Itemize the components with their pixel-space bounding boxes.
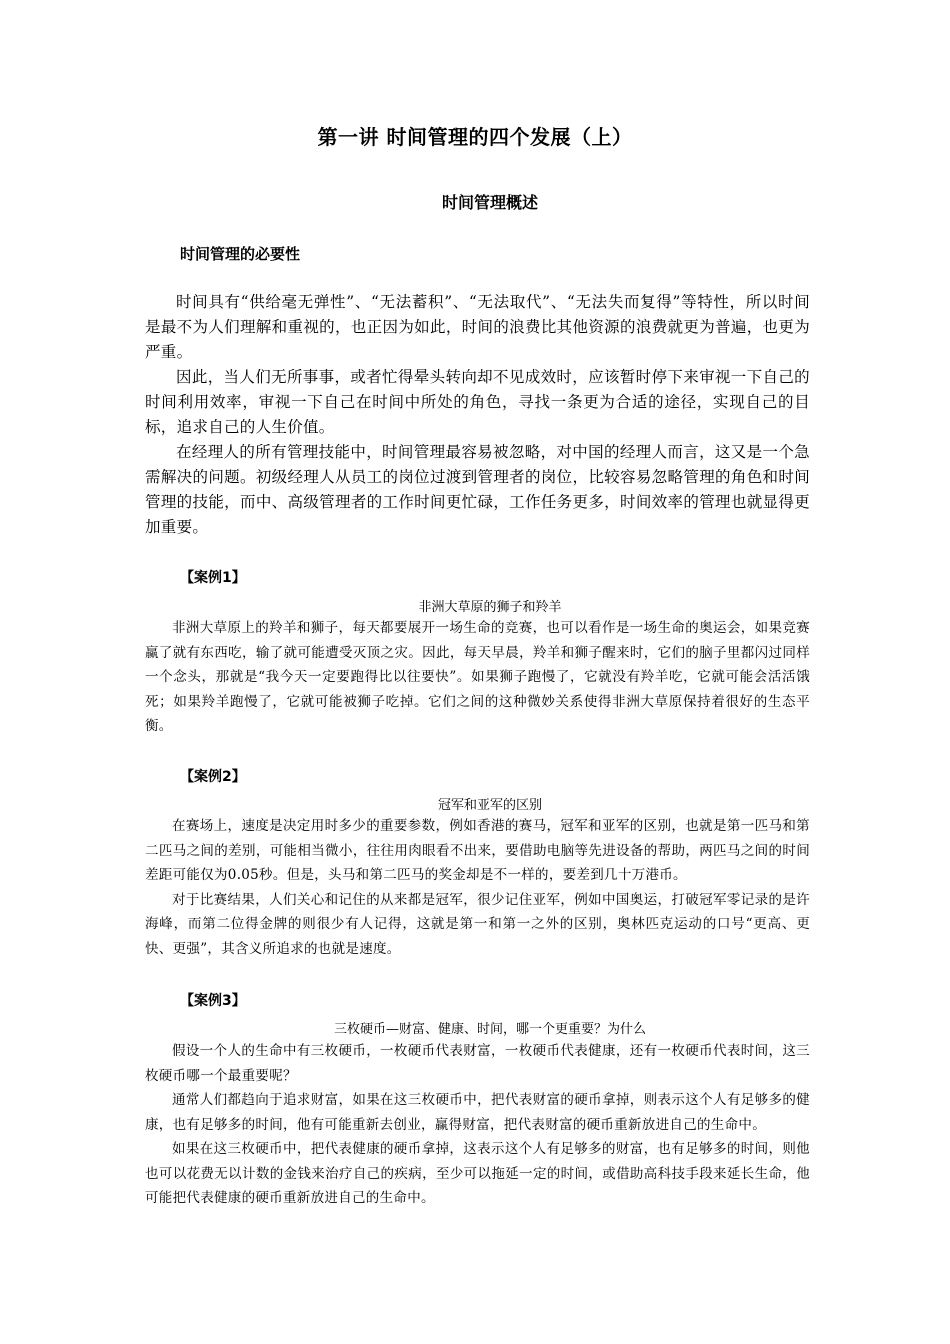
section-heading: 时间管理的必要性 (180, 245, 301, 263)
case-paragraph: 假设一个人的生命中有三枚硬币，一枚硬币代表财富，一枚硬币代表健康，还有一枚硬币代表时间，这三枚硬币哪一个最重要呢？ (145, 1043, 810, 1084)
case-paragraph: 对于比赛结果，人们关心和记住的从来都是冠军，很少记住亚军，例如中国奥运，打破冠军零记录的是许海峰，而第二位得金牌的则很少有人记得，这就是第一和第一之外的区别，奥林匹克运动的口号“更高、更快、更强”，其含义所追求的也就是速度。 (145, 891, 810, 957)
case-1-title: 非洲大草原的狮子和羚羊 (418, 600, 562, 615)
case-paragraph: 如果在这三枚硬币中，把代表健康的硬币拿掉，这表示这个人有足够多的财富，也有足够多的时间，则他也可以花费无以计数的金钱来治疗自己的疾病，至少可以拖延一定的时间，或借助高科技手段来延长生命，他可能把代表健康的硬币重新放进自己的生命中。 (145, 1141, 810, 1206)
case-1-label: 【案例1】 (180, 570, 246, 586)
case-paragraph: 非洲大草原上的羚羊和狮子，每天都要展开一场生命的竞赛，也可以看作是一场生命的奥运会，如果竞赛赢了就有东西吃，输了就可能遭受灭顶之灾。因此，每天早晨，羚羊和狮子醒来时，它们的脑子里都闪过同样一个念头，那就是“我今天一定要跑得比以往要快”。如果狮子跑慢了，它就没有羚羊吃，它就可能会活活饿死；如果羚羊跑慢了，它就可能被狮子吃掉。它们之间的这种微妙关系使得非洲大草原保持着很好的生态平衡。 (145, 620, 810, 734)
intro-paragraph: 时间具有“供给毫无弹性”、“无法蓄积”、“无法取代”、“无法失而复得”等特性，所以时间是最不为人们理解和重视的，也正因为如此，时间的浪费比其他资源的浪费就更为普遍，也更为严重。 (145, 293, 810, 361)
case-2-title: 冠军和亚军的区别 (437, 798, 542, 813)
intro-paragraph: 在经理人的所有管理技能中，时间管理最容易被忽略，对中国的经理人而言，这又是一个急需解决的问题。初级经理人从员工的岗位过渡到管理者的岗位，比较容易忽略管理的角色和时间管理的技能，而中、高级管理者的工作时间更忙碌，工作任务更多，时间效率的管理也就显得更加重要。 (145, 443, 810, 536)
case-1-body (145, 616, 810, 739)
case-3-label: 【案例3】 (180, 993, 246, 1009)
case-3-title: 三枚硬币—财富、健康、时间，哪一个更重要？为什么 (333, 1022, 646, 1037)
case-2-label: 【案例2】 (180, 769, 246, 785)
page-title: 第一讲 时间管理的四个发展（上） (317, 125, 633, 149)
case-2-body (145, 814, 810, 961)
subtitle: 时间管理概述 (441, 193, 538, 212)
case-3-body (145, 1039, 810, 1211)
case-paragraph: 通常人们都趋向于追求财富，如果在这三枚硬币中，把代表财富的硬币拿掉，则表示这个人有足够多的健康，也有足够多的时间，他有可能重新去创业，赢得财富，把代表财富的硬币重新放进自己的生命中。 (145, 1092, 810, 1133)
intro-text (145, 290, 810, 540)
case-paragraph: 在赛场上，速度是决定用时多少的重要参数，例如香港的赛马，冠军和亚军的区别，也就是第一匹马和第二匹马之间的差别，可能相当微小，往往用肉眼看不出来，要借助电脑等先进设备的帮助，两匹马之间的时间差距可能仅为0.05秒。但是，头马和第二匹马的奖金却是不一样的，要差到几十万港币。 (145, 818, 810, 883)
intro-paragraph: 因此，当人们无所事事，或者忙得晕头转向却不见成效时，应该暂时停下来审视一下自己的时间利用效率，审视一下自己在时间中所处的角色，寻找一条更为合适的途径，实现自己的目标，追求自己的人生价值。 (145, 368, 810, 436)
